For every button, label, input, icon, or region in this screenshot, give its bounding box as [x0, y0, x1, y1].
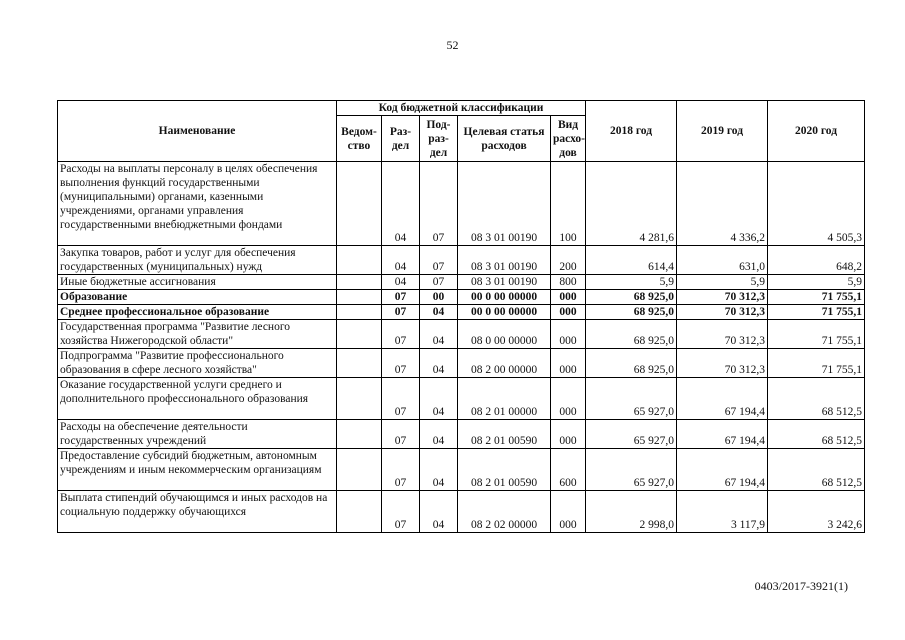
- row-vid: 000: [551, 320, 586, 349]
- header-code-group: Код бюджетной классификации: [337, 101, 586, 116]
- row-vid: 000: [551, 420, 586, 449]
- row-2018: 68 925,0: [586, 349, 677, 378]
- row-vid: 600: [551, 449, 586, 491]
- row-name: Выплата стипендий обучающимся и иных расходов на социальную поддержку обучающихся: [58, 491, 337, 533]
- row-celevaya: 08 3 01 00190: [458, 162, 551, 246]
- row-2019: 67 194,4: [677, 449, 768, 491]
- row-vedomstvo: [337, 275, 382, 290]
- row-razdel: 04: [382, 275, 420, 290]
- row-razdel: 04: [382, 162, 420, 246]
- document-code: 0403/2017-3921(1): [754, 579, 848, 593]
- row-vedomstvo: [337, 305, 382, 320]
- table-row: [58, 349, 865, 378]
- row-celevaya: 08 0 00 00000: [458, 320, 551, 349]
- header-podrazdel: Под-раз-дел: [420, 116, 458, 162]
- row-celevaya: 08 2 01 00000: [458, 378, 551, 420]
- row-2018: 65 927,0: [586, 420, 677, 449]
- row-2019: 70 312,3: [677, 349, 768, 378]
- row-2019: 70 312,3: [677, 320, 768, 349]
- row-razdel: 07: [382, 378, 420, 420]
- row-celevaya: 00 0 00 00000: [458, 290, 551, 305]
- row-vedomstvo: [337, 320, 382, 349]
- row-celevaya: 08 2 01 00590: [458, 420, 551, 449]
- row-podrazdel: 07: [420, 246, 458, 275]
- row-2020: 71 755,1: [768, 320, 865, 349]
- row-celevaya: 08 2 02 00000: [458, 491, 551, 533]
- row-name: Подпрограмма "Развитие профессионального образования в сфере лесного хозяйства": [58, 349, 337, 378]
- row-2018: 614,4: [586, 246, 677, 275]
- row-2018: 68 925,0: [586, 305, 677, 320]
- row-podrazdel: 04: [420, 449, 458, 491]
- row-vedomstvo: [337, 162, 382, 246]
- row-2018: 68 925,0: [586, 320, 677, 349]
- table-row: [58, 290, 865, 305]
- row-razdel: 07: [382, 349, 420, 378]
- row-vedomstvo: [337, 449, 382, 491]
- page-number: 52: [446, 38, 459, 52]
- row-2019: 3 117,9: [677, 491, 768, 533]
- row-2020: 4 505,3: [768, 162, 865, 246]
- row-podrazdel: 04: [420, 420, 458, 449]
- row-podrazdel: 04: [420, 305, 458, 320]
- row-celevaya: 08 2 00 00000: [458, 349, 551, 378]
- header-vedomstvo: Ведом-ство: [337, 116, 382, 162]
- row-2018: 65 927,0: [586, 378, 677, 420]
- row-2019: 631,0: [677, 246, 768, 275]
- table-row: [58, 305, 865, 320]
- row-2019: 4 336,2: [677, 162, 768, 246]
- row-name: Образование: [58, 290, 337, 305]
- row-razdel: 07: [382, 449, 420, 491]
- row-vid: 800: [551, 275, 586, 290]
- row-vid: 200: [551, 246, 586, 275]
- row-razdel: 04: [382, 246, 420, 275]
- row-vedomstvo: [337, 246, 382, 275]
- table-row: [58, 449, 865, 491]
- row-vedomstvo: [337, 378, 382, 420]
- row-2020: 68 512,5: [768, 420, 865, 449]
- row-name: Среднее профессиональное образование: [58, 305, 337, 320]
- header-2020: 2020 год: [768, 101, 865, 162]
- row-podrazdel: 00: [420, 290, 458, 305]
- row-razdel: 07: [382, 320, 420, 349]
- table-row: [58, 246, 865, 275]
- row-2019: 67 194,4: [677, 378, 768, 420]
- row-2019: 70 312,3: [677, 305, 768, 320]
- row-2020: 3 242,6: [768, 491, 865, 533]
- header-razdel: Раз-дел: [382, 116, 420, 162]
- row-vedomstvo: [337, 290, 382, 305]
- row-vid: 000: [551, 290, 586, 305]
- row-2018: 5,9: [586, 275, 677, 290]
- table-row: [58, 320, 865, 349]
- row-name: Оказание государственной услуги среднего и дополнительного профессионального образования: [58, 378, 337, 420]
- table-row: [58, 275, 865, 290]
- row-name: Иные бюджетные ассигнования: [58, 275, 337, 290]
- row-podrazdel: 07: [420, 162, 458, 246]
- row-podrazdel: 04: [420, 320, 458, 349]
- row-2020: 71 755,1: [768, 290, 865, 305]
- row-vid: 000: [551, 349, 586, 378]
- budget-table: [57, 100, 865, 533]
- row-celevaya: 08 2 01 00590: [458, 449, 551, 491]
- row-podrazdel: 04: [420, 349, 458, 378]
- row-2018: 65 927,0: [586, 449, 677, 491]
- table-row: [58, 420, 865, 449]
- row-vid: 000: [551, 378, 586, 420]
- row-2020: 71 755,1: [768, 349, 865, 378]
- row-2019: 70 312,3: [677, 290, 768, 305]
- row-name: Предоставление субсидий бюджетным, автономным учреждениям и иным некоммерческим организациям: [58, 449, 337, 491]
- row-2020: 68 512,5: [768, 449, 865, 491]
- row-razdel: 07: [382, 491, 420, 533]
- row-vedomstvo: [337, 491, 382, 533]
- row-razdel: 07: [382, 305, 420, 320]
- table-row: [58, 491, 865, 533]
- row-2018: 68 925,0: [586, 290, 677, 305]
- row-2020: 648,2: [768, 246, 865, 275]
- row-2019: 5,9: [677, 275, 768, 290]
- row-celevaya: 08 3 01 00190: [458, 246, 551, 275]
- row-vedomstvo: [337, 420, 382, 449]
- row-podrazdel: 07: [420, 275, 458, 290]
- row-name: Закупка товаров, работ и услуг для обеспечения государственных (муниципальных) нужд: [58, 246, 337, 275]
- row-2020: 5,9: [768, 275, 865, 290]
- header-2019: 2019 год: [677, 101, 768, 162]
- table-row: [58, 162, 865, 246]
- header-name: Наименование: [58, 101, 337, 162]
- table-row: [58, 378, 865, 420]
- row-2020: 71 755,1: [768, 305, 865, 320]
- header-celevaya: Целевая статья расходов: [458, 116, 551, 162]
- row-vid: 100: [551, 162, 586, 246]
- row-2020: 68 512,5: [768, 378, 865, 420]
- row-celevaya: 00 0 00 00000: [458, 305, 551, 320]
- row-name: Расходы на выплаты персоналу в целях обеспечения выполнения функций государственными (муниципальными) органами, казенными учреждениями, органами управления государственными внебюджетными фондами: [58, 162, 337, 246]
- row-2019: 67 194,4: [677, 420, 768, 449]
- table-body: [58, 162, 865, 533]
- row-celevaya: 08 3 01 00190: [458, 275, 551, 290]
- row-vid: 000: [551, 491, 586, 533]
- row-name: Расходы на обеспечение деятельности государственных учреждений: [58, 420, 337, 449]
- row-podrazdel: 04: [420, 378, 458, 420]
- row-vedomstvo: [337, 349, 382, 378]
- row-2018: 4 281,6: [586, 162, 677, 246]
- row-vid: 000: [551, 305, 586, 320]
- row-2018: 2 998,0: [586, 491, 677, 533]
- header-2018: 2018 год: [586, 101, 677, 162]
- row-razdel: 07: [382, 420, 420, 449]
- row-name: Государственная программа "Развитие лесного хозяйства Нижегородской области": [58, 320, 337, 349]
- header-vid: Вид расхо-дов: [551, 116, 586, 162]
- row-podrazdel: 04: [420, 491, 458, 533]
- row-razdel: 07: [382, 290, 420, 305]
